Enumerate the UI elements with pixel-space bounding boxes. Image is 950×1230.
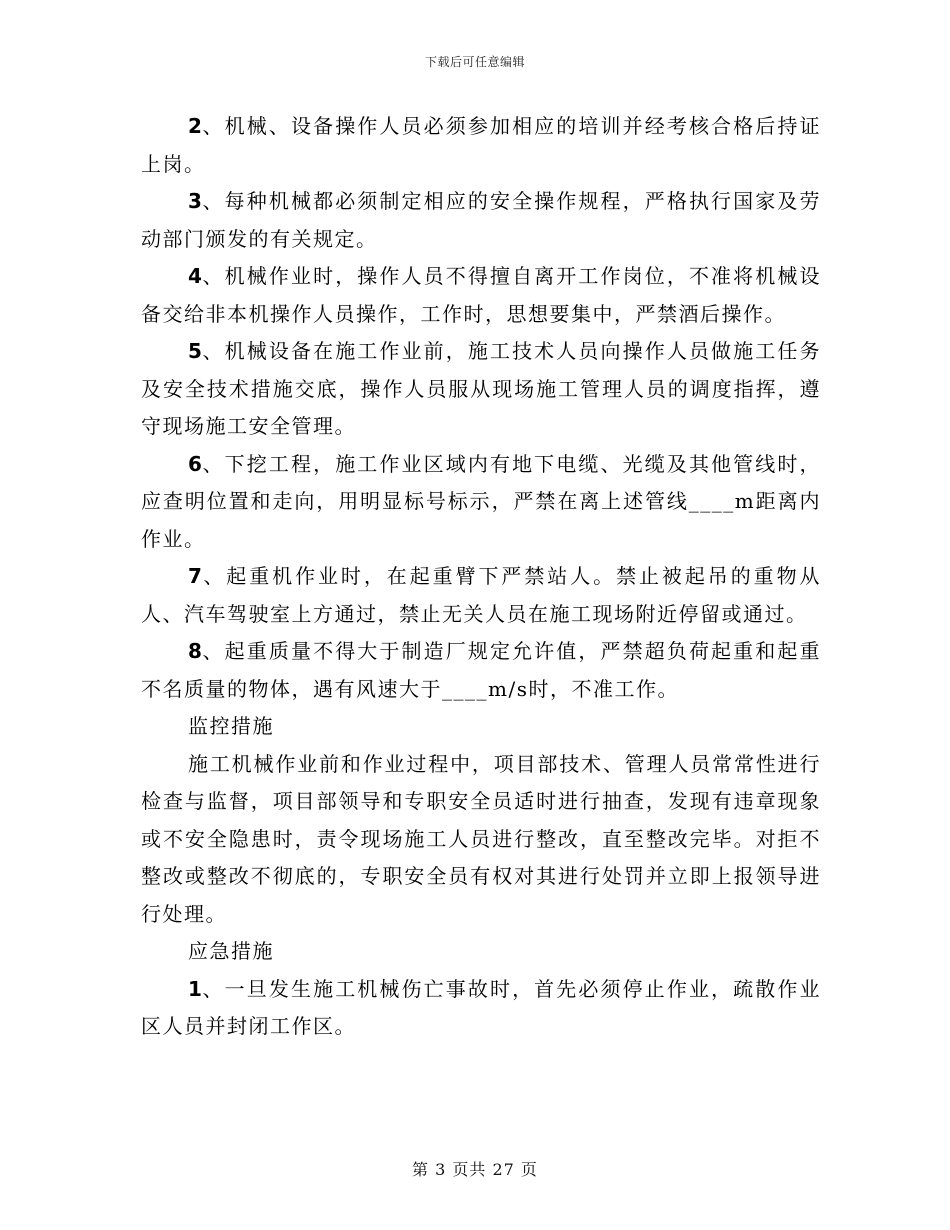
- item-number: 5: [188, 339, 202, 363]
- section-heading-monitoring: [141, 708, 821, 746]
- paragraph-4: [141, 258, 821, 333]
- item-number: 6: [188, 451, 202, 476]
- page-header: 下载后可任意编辑: [424, 55, 525, 69]
- section-heading-emergency: [141, 933, 821, 971]
- paragraph-text: 、机械、设备操作人员必须参加相应的培训并经考核合格后持证上岗。: [141, 114, 821, 176]
- paragraph-7: [141, 558, 821, 633]
- item-number: 7: [188, 564, 202, 588]
- paragraph-text: 、起重质量不得大于制造厂规定允许值，严禁超负荷起重和起重不名质量的物体，遇有风速大于____m/s时，不准工作。: [141, 639, 821, 701]
- paragraph-text: 施工机械作业前和作业过程中，项目部技术、管理人员常常性进行检查与监督，项目部领导和专职安全员适时进行抽查，发现有违章现象或不安全隐患时，责令现场施工人员进行整改，直至整改完毕。对拒不整改或整改不彻底的，专职安全员有权对其进行处罚并立即上报领导进行处理。: [141, 751, 821, 926]
- paragraph-text: 、一旦发生施工机械伤亡事故时，首先必须停止作业，疏散作业区人员并封闭工作区。: [141, 976, 821, 1038]
- paragraph-text: 、机械作业时，操作人员不得擅自离开工作岗位，不准将机械设备交给非本机操作人员操作，工作时，思想要集中，严禁酒后操作。: [141, 264, 821, 326]
- paragraph-6: [141, 446, 821, 559]
- paragraph-text: 、机械设备在施工作业前，施工技术人员向操作人员做施工任务及安全技术措施交底，操作人员服从现场施工管理人员的调度指挥，遵守现场施工安全管理。: [141, 339, 821, 438]
- paragraph-2: [141, 108, 821, 183]
- item-number: 3: [188, 189, 202, 213]
- paragraph-text: 、每种机械都必须制定相应的安全操作规程，严格执行国家及劳动部门颁发的有关规定。: [141, 189, 821, 251]
- item-number: 1: [188, 976, 202, 1001]
- heading-text: 监控措施: [188, 714, 274, 738]
- heading-text: 应急措施: [188, 939, 274, 963]
- document-body: [141, 108, 821, 1046]
- paragraph-monitoring: [141, 746, 821, 934]
- item-number: 4: [188, 264, 202, 288]
- item-number: 2: [188, 114, 202, 138]
- paragraph-text: 、下挖工程，施工作业区域内有地下电缆、光缆及其他管线时，应查明位置和走向，用明显标号标示，严禁在离上述管线____m距离内作业。: [141, 451, 821, 551]
- paragraph-text: 、起重机作业时，在起重臂下严禁站人。禁止被起吊的重物从人、汽车驾驶室上方通过，禁止无关人员在施工现场附近停留或通过。: [141, 564, 821, 626]
- paragraph-5: [141, 333, 821, 446]
- item-number: 8: [188, 639, 202, 663]
- paragraph-8: [141, 633, 821, 708]
- paragraph-3: [141, 183, 821, 258]
- page-footer: 第 3 页共 27 页: [412, 1160, 538, 1179]
- paragraph-emergency-1: [141, 971, 821, 1046]
